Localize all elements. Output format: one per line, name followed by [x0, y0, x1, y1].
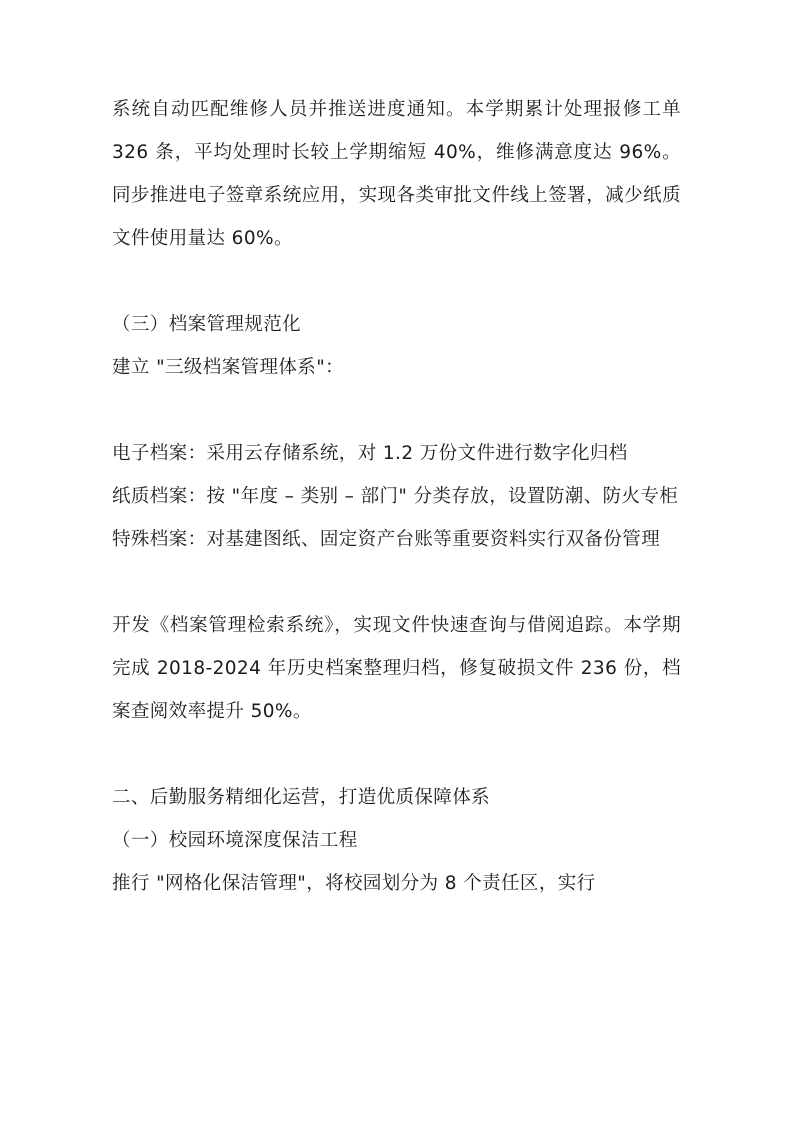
- paragraph-paper-archive: 纸质档案：按 "年度 – 类别 – 部门" 分类存放，设置防潮、防火专柜: [112, 486, 679, 507]
- paragraph-maintenance-system: 系统自动匹配维修人员并推送进度通知。本学期累计处理报修工单 326 条，平均处理时长较上学期缩短 40%，维修满意度达 96%。同步推进电子签章系统应用，实现各类审批文件线上签署，减少纸质文件使用量达 60%。: [112, 99, 681, 249]
- paragraph-grid-cleaning: 推行 "网格化保洁管理"，将校园划分为 8 个责任区，实行: [112, 873, 596, 894]
- paragraph-spacer: [112, 389, 681, 432]
- heading-logistics-section: 二、后勤服务精细化运营，打造优质保障体系: [112, 787, 491, 808]
- paragraph-special-archive: 特殊档案：对基建图纸、固定资产台账等重要资料实行双备份管理: [112, 529, 661, 550]
- paragraph-spacer: [112, 733, 681, 776]
- paragraph-retrieval-system: 开发《档案管理检索系统》，实现文件快速查询与借阅追踪。本学期完成 2018-2024 年历史档案整理归档，修复破损文件 236 份，档案查阅效率提升 50%。: [112, 615, 681, 722]
- document-body: [112, 88, 681, 905]
- paragraph-electronic-archive: 电子档案：采用云存储系统，对 1.2 万份文件进行数字化归档: [112, 443, 628, 464]
- paragraph-spacer: [112, 561, 681, 604]
- heading-archive-management: （三）档案管理规范化: [112, 314, 302, 335]
- heading-campus-cleaning: （一）校园环境深度保洁工程: [112, 830, 358, 851]
- paragraph-three-tier-system: 建立 "三级档案管理体系"：: [112, 357, 345, 378]
- paragraph-spacer: [112, 260, 681, 303]
